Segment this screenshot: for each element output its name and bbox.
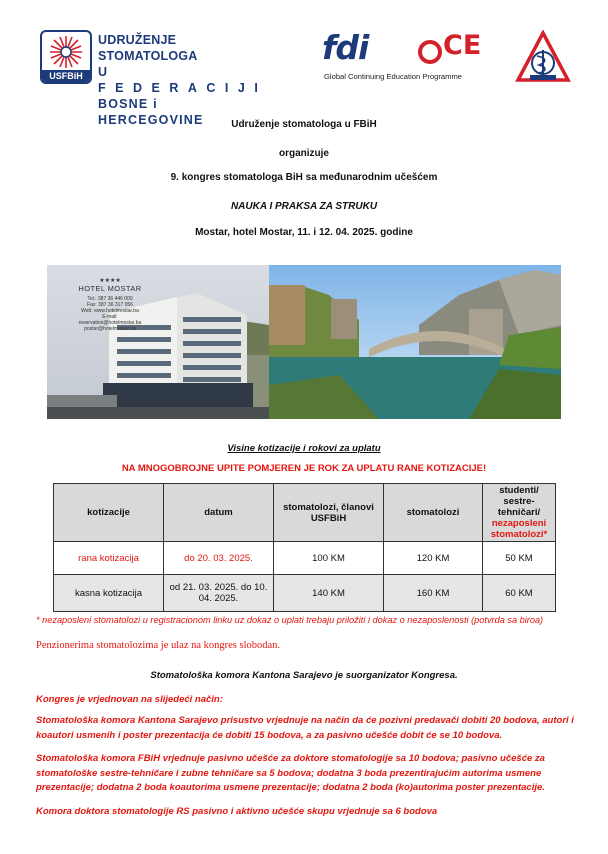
hotel-info-line: Tel.: 387 36 446 000 bbox=[87, 296, 133, 302]
table-row bbox=[54, 575, 556, 612]
column-header: stomatolozi bbox=[384, 484, 483, 542]
fee-students: 50 KM bbox=[483, 542, 556, 575]
hotel-stars: ★★★★ bbox=[99, 278, 121, 284]
fdi-word: fdi bbox=[322, 28, 369, 67]
fdi-ring-icon bbox=[418, 40, 442, 64]
column-header: kotizacije bbox=[54, 484, 164, 542]
unemployed-note: * nezaposleni stomatolozi u registracionom linku uz dokaz o uplati trebaju priložiti i dokaz o nezaposlenosti (potvrda sa biroa) bbox=[36, 615, 544, 625]
usfbih-name bbox=[98, 32, 267, 128]
congress-title: 9. kongres stomatologa BiH sa međunarodnim učešćem bbox=[170, 172, 438, 183]
hotel-info-line: postar@hotelmostar.ba bbox=[84, 326, 136, 332]
usfbih-line1: UDRUŽENJE STOMATOLOGA bbox=[98, 33, 198, 63]
table-row bbox=[54, 542, 556, 575]
fee-date-early: do 20. 03. 2025. bbox=[164, 542, 274, 575]
organizes-line: organizuje bbox=[278, 148, 329, 159]
table-header-row bbox=[54, 484, 556, 542]
old-bridge-image bbox=[269, 265, 561, 419]
retired-note: Penzionerima stomatolozima je ulaz na kongres slobodan. bbox=[36, 640, 281, 651]
caduceus-triangle-logo bbox=[515, 30, 571, 84]
fee-dentists: 160 KM bbox=[384, 575, 483, 612]
fee-type-late: kasna kotizacija bbox=[54, 575, 164, 612]
column-header: stomatolozi, članovi USFBiH bbox=[274, 484, 384, 542]
usfbih-line3: BOSNE i HERCEGOVINE bbox=[98, 97, 204, 127]
fees-title: Visine kotizacije i rokovi za uplatu bbox=[227, 443, 381, 454]
coorganizer-note: Stomatološka komora Kantona Sarajevo je suorganizator Kongresa. bbox=[150, 670, 458, 681]
venue-date: Mostar, hotel Mostar, 11. i 12. 04. 2025. godine bbox=[195, 227, 413, 238]
fee-table bbox=[53, 483, 556, 612]
usfbih-emblem-text: USFBiH bbox=[49, 71, 83, 81]
usfbih-logo bbox=[40, 30, 268, 127]
fee-dentists: 120 KM bbox=[384, 542, 483, 575]
credits-fbih: Stomatološka komora FBiH vrjednuje pasivno učešće za doktore stomatologije sa 10 bodova; pasivno učešće za stomatološke sestre-tehničare i zubne tehničare sa 5 bodova; dodatna 3 boda prezentirajućim autorima usmene prezentacije; dodatna 2 boda koautorima usmene prezentacije; dodatna 2 boda (ko)autorima poster prezentacije. bbox=[36, 753, 545, 793]
column-header-unemployed: nezaposleni stomatolozi* bbox=[490, 518, 548, 540]
usfbih-emblem bbox=[40, 30, 92, 84]
hotel-name: HOTEL MOSTAR bbox=[78, 284, 142, 293]
deadline-notice: NA MNOGOBROJNE UPITE POMJEREN JE ROK ZA UPLATU RANE KOTIZACIJE! bbox=[121, 463, 487, 474]
credits-ks: Stomatološka komora Kantona Sarajevo prisustvo vrjednuje na način da će pozivni predavači dobiti 20 bodova, autori i koautori usmenih i poster prezentacija će dobiti 15 bodova, a za pasivno učešće dobit će se 10 bodova. bbox=[36, 715, 574, 741]
column-header bbox=[483, 484, 556, 542]
column-header: datum bbox=[164, 484, 274, 542]
hotel-sign bbox=[71, 277, 149, 332]
fee-type-early: rana kotizacija bbox=[54, 542, 164, 575]
fee-date-late: od 21. 03. 2025. do 10. 04. 2025. bbox=[164, 575, 274, 612]
fee-students: 60 KM bbox=[483, 575, 556, 612]
hotel-info-line: Fax: 387 36 317 056 bbox=[87, 302, 133, 308]
fdi-ce: CE bbox=[443, 30, 482, 61]
hotel-mostar-photo bbox=[47, 265, 269, 419]
fdi-subtitle: Global Continuing Education Programme bbox=[324, 72, 463, 81]
column-header-part: studenti/ sestre-tehničari/ bbox=[497, 485, 541, 518]
fee-members: 140 KM bbox=[274, 575, 384, 612]
caduceus-icon bbox=[515, 30, 571, 84]
hotel-info-line: E-mail: reservation@hotelmostar.ba bbox=[78, 314, 142, 326]
credits-heading: Kongres je vrjednovan na slijedeći način: bbox=[36, 694, 223, 705]
hotel-info-line: Web: www.hotelmostar.ba bbox=[81, 308, 139, 314]
fee-members: 100 KM bbox=[274, 542, 384, 575]
mostar-old-bridge-photo bbox=[269, 265, 561, 419]
fdi-logo bbox=[322, 28, 482, 84]
usfbih-line2: U FEDERACIJI bbox=[98, 65, 268, 95]
organizer-line: Udruženje stomatologa u FBiH bbox=[231, 119, 377, 130]
credits-rs: Komora doktora stomatologije RS pasivno i aktivno učešće skupu vrjednuje sa 6 bodova bbox=[36, 806, 438, 817]
congress-motto: NAUKA I PRAKSA ZA STRUKU bbox=[230, 201, 378, 212]
